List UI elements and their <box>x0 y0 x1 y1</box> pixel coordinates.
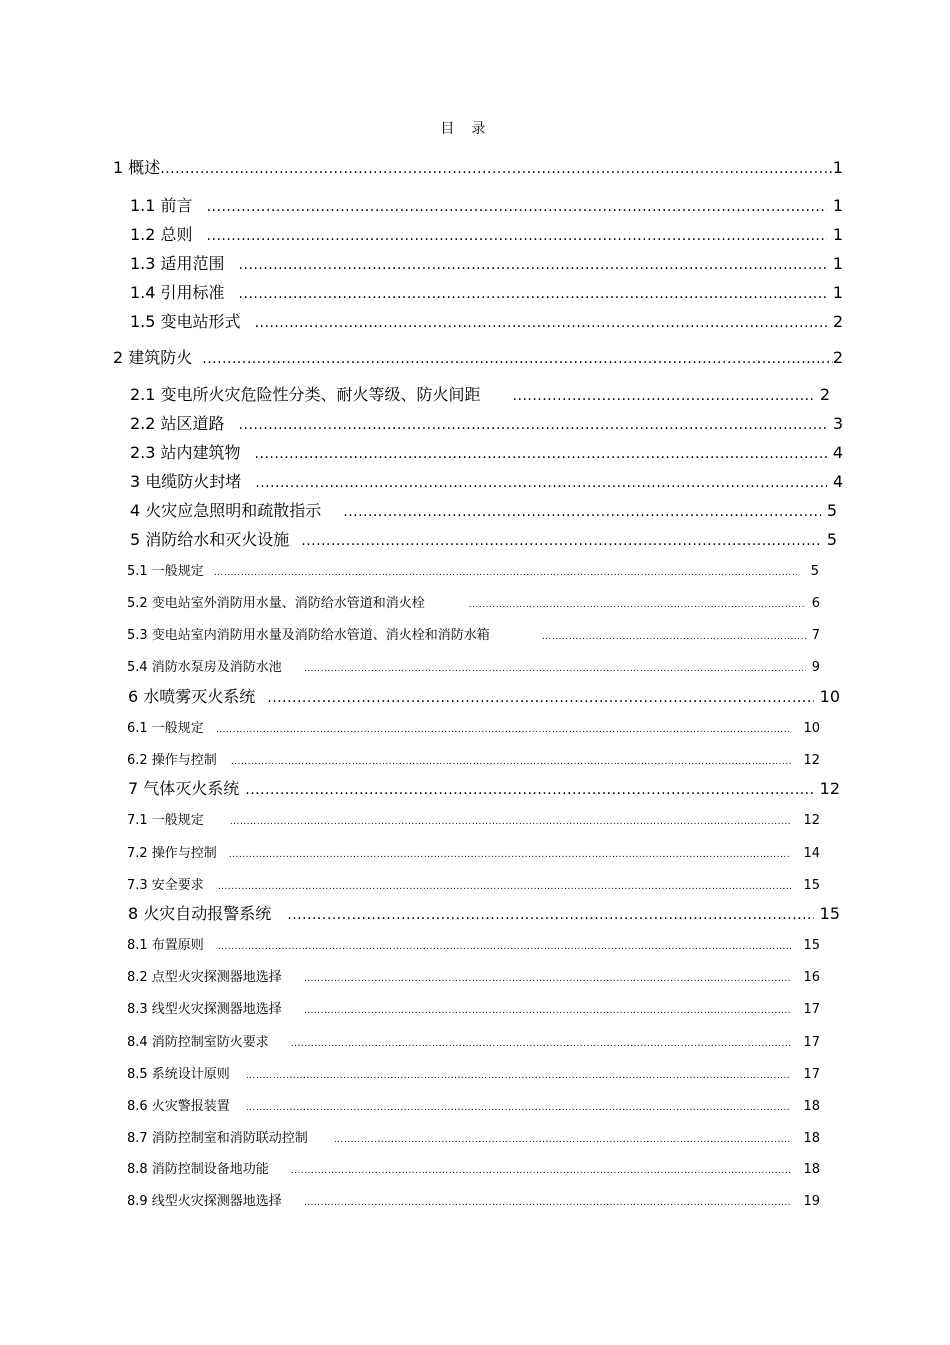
toc-entry-page: 2 <box>832 312 843 331</box>
toc-entry-subsection[interactable] <box>127 842 820 861</box>
toc-entry-subsection[interactable] <box>127 1031 820 1050</box>
toc-entry-page: 19 <box>803 1194 820 1209</box>
toc-entry-subsection[interactable] <box>127 809 820 828</box>
toc-entry-subsection[interactable] <box>127 934 820 953</box>
toc-entry-label: 8.1 布置原则 <box>127 938 204 953</box>
dot-leader <box>218 882 792 892</box>
toc-entry-page: 4 <box>832 443 843 462</box>
toc-entry-label: 6.2 操作与控制 <box>127 753 217 768</box>
toc-entry-subsection[interactable] <box>127 1095 820 1114</box>
toc-entry-label: 2.1 变电所火灾危险性分类、耐火等级、防火间距 <box>130 385 481 404</box>
toc-entry-label: 8.3 线型火灾探测器地选择 <box>127 1002 282 1017</box>
toc-entry-subsection[interactable] <box>127 966 820 985</box>
dot-leader <box>202 351 833 367</box>
dot-leader <box>304 1006 792 1016</box>
dot-leader <box>304 974 792 984</box>
toc-entry-page: 6 <box>811 596 820 611</box>
toc-entry-chapter[interactable] <box>130 469 843 492</box>
toc-entry-label: 5 消防给水和灭火设施 <box>130 530 290 549</box>
dot-leader <box>216 725 792 735</box>
toc-entry-page: 12 <box>819 779 840 798</box>
toc-entry-chapter[interactable] <box>130 527 837 550</box>
toc-entry-page: 18 <box>803 1131 820 1146</box>
dot-leader <box>287 907 813 923</box>
toc-entry-page: 12 <box>803 813 820 828</box>
toc-entry-label: 7.3 安全要求 <box>127 878 204 893</box>
dot-leader <box>291 1039 792 1049</box>
toc-entry-page: 1 <box>832 254 843 273</box>
toc-entry-page: 2 <box>819 385 830 404</box>
toc-entry-label: 8.4 消防控制室防火要求 <box>127 1035 269 1050</box>
toc-entry-page: 1 <box>832 196 843 215</box>
dot-leader <box>291 1166 792 1176</box>
toc-entry-label: 5.2 变电站室外消防用水量、消防给水管道和消火栓 <box>127 596 425 611</box>
toc-entry-section[interactable] <box>130 411 843 434</box>
toc-entry-page: 18 <box>803 1099 820 1114</box>
dot-leader <box>255 475 827 491</box>
toc-entry-section[interactable] <box>130 382 830 405</box>
toc-entry-label: 8.6 火灾警报装置 <box>127 1099 230 1114</box>
dot-leader <box>245 782 813 798</box>
toc-entry-page: 1 <box>832 283 843 302</box>
dot-leader <box>304 664 806 674</box>
toc-entry-page: 15 <box>803 938 820 953</box>
toc-title: 目 录 <box>440 121 492 137</box>
toc-entry-subsection[interactable] <box>127 874 820 893</box>
dot-leader <box>255 446 827 462</box>
dot-leader <box>267 690 813 706</box>
toc-entry-chapter[interactable] <box>113 155 843 178</box>
toc-entry-page: 1 <box>832 158 843 177</box>
toc-entry-section[interactable] <box>130 251 843 274</box>
toc-entry-subsection[interactable] <box>127 592 820 611</box>
dot-leader <box>334 1135 792 1145</box>
toc-entry-subsection[interactable] <box>127 656 820 675</box>
toc-entry-subsection[interactable] <box>127 1190 820 1209</box>
dot-leader <box>343 504 821 520</box>
toc-entry-label: 2 建筑防火 <box>113 348 193 367</box>
toc-entry-page: 7 <box>811 628 820 643</box>
dot-leader <box>542 632 806 642</box>
toc-entry-subsection[interactable] <box>127 1063 820 1082</box>
dot-leader <box>246 1103 792 1113</box>
toc-entry-subsection[interactable] <box>127 1158 820 1177</box>
dot-leader <box>218 942 792 952</box>
dot-leader <box>239 417 827 433</box>
dot-leader <box>239 257 827 273</box>
toc-entry-page: 17 <box>803 1067 820 1082</box>
toc-entry-subsection[interactable] <box>127 1127 820 1146</box>
toc-entry-chapter[interactable] <box>128 684 840 707</box>
toc-entry-chapter[interactable] <box>113 345 843 368</box>
toc-entry-label: 4 火灾应急照明和疏散指示 <box>130 501 322 520</box>
toc-entry-subsection[interactable] <box>127 998 820 1017</box>
toc-entry-page: 3 <box>832 414 843 433</box>
toc-entry-label: 3 电缆防火封堵 <box>130 472 242 491</box>
toc-entry-label: 5.3 变电站室内消防用水量及消防给水管道、消火栓和消防水箱 <box>127 628 490 643</box>
toc-entry-page: 5 <box>826 501 837 520</box>
toc-entry-chapter[interactable] <box>130 498 837 521</box>
toc-entry-label: 7.2 操作与控制 <box>127 846 217 861</box>
toc-entry-label: 1.3 适用范围 <box>130 254 225 273</box>
toc-entry-label: 8.8 消防控制设备地功能 <box>127 1162 269 1177</box>
toc-entry-page: 9 <box>811 660 820 675</box>
toc-entry-label: 6 水喷雾灭火系统 <box>128 687 256 706</box>
toc-entry-page: 10 <box>803 721 820 736</box>
toc-entry-label: 1.1 前言 <box>130 196 193 215</box>
toc-entry-section[interactable] <box>130 222 843 245</box>
dot-leader <box>207 199 827 215</box>
toc-entry-label: 2.3 站内建筑物 <box>130 443 241 462</box>
toc-entry-label: 5.4 消防水泵房及消防水池 <box>127 660 282 675</box>
toc-entry-label: 1 概述 <box>113 158 161 177</box>
toc-entry-label: 6.1 一般规定 <box>127 721 204 736</box>
toc-entry-section[interactable] <box>130 309 843 332</box>
toc-entry-page: 10 <box>819 687 840 706</box>
dot-leader <box>255 315 827 331</box>
toc-entry-label: 8 火灾自动报警系统 <box>128 904 272 923</box>
dot-leader <box>160 161 833 177</box>
toc-entry-page: 17 <box>803 1035 820 1050</box>
dot-leader <box>214 568 797 578</box>
toc-entry-label: 8.7 消防控制室和消防联动控制 <box>127 1131 308 1146</box>
toc-entry-label: 2.2 站区道路 <box>130 414 225 433</box>
dot-leader <box>229 850 792 860</box>
toc-entry-page: 16 <box>803 970 820 985</box>
dot-leader <box>239 286 827 302</box>
toc-entry-page: 5 <box>810 564 819 579</box>
toc-entry-label: 8.2 点型火灾探测器地选择 <box>127 970 282 985</box>
dot-leader <box>469 600 806 610</box>
toc-entry-page: 4 <box>832 472 843 491</box>
toc-entry-chapter[interactable] <box>128 901 840 924</box>
toc-entry-page: 17 <box>803 1002 820 1017</box>
dot-leader <box>231 757 792 767</box>
toc-entry-label: 7.1 一般规定 <box>127 813 204 828</box>
toc-entry-label: 5.1 一般规定 <box>127 564 204 579</box>
toc-entry-page: 15 <box>803 878 820 893</box>
toc-entry-section[interactable] <box>130 280 843 303</box>
toc-entry-label: 7 气体灭火系统 <box>128 779 240 798</box>
dot-leader <box>513 388 814 404</box>
toc-entry-label: 1.5 变电站形式 <box>130 312 241 331</box>
toc-entry-page: 1 <box>832 225 843 244</box>
toc-entry-label: 8.5 系统设计原则 <box>127 1067 230 1082</box>
toc-entry-label: 1.4 引用标准 <box>130 283 225 302</box>
dot-leader <box>230 817 792 827</box>
toc-entry-section[interactable] <box>130 193 843 216</box>
toc-entry-subsection[interactable] <box>127 717 820 736</box>
toc-entry-chapter[interactable] <box>128 776 840 799</box>
toc-entry-page: 18 <box>803 1162 820 1177</box>
toc-entry-page: 5 <box>826 530 837 549</box>
dot-leader <box>304 1198 792 1208</box>
toc-entry-page: 12 <box>803 753 820 768</box>
dot-leader <box>301 533 821 549</box>
toc-entry-page: 14 <box>803 846 820 861</box>
toc-entry-label: 1.2 总则 <box>130 225 193 244</box>
dot-leader <box>246 1071 792 1081</box>
dot-leader <box>207 228 827 244</box>
toc-entry-subsection[interactable] <box>127 749 820 768</box>
toc-entry-subsection[interactable] <box>127 624 820 643</box>
toc-entry-section[interactable] <box>130 440 843 463</box>
toc-entry-page: 2 <box>832 348 843 367</box>
toc-entry-subsection[interactable] <box>127 560 819 579</box>
toc-entry-page: 15 <box>819 904 840 923</box>
toc-entry-label: 8.9 线型火灾探测器地选择 <box>127 1194 282 1209</box>
